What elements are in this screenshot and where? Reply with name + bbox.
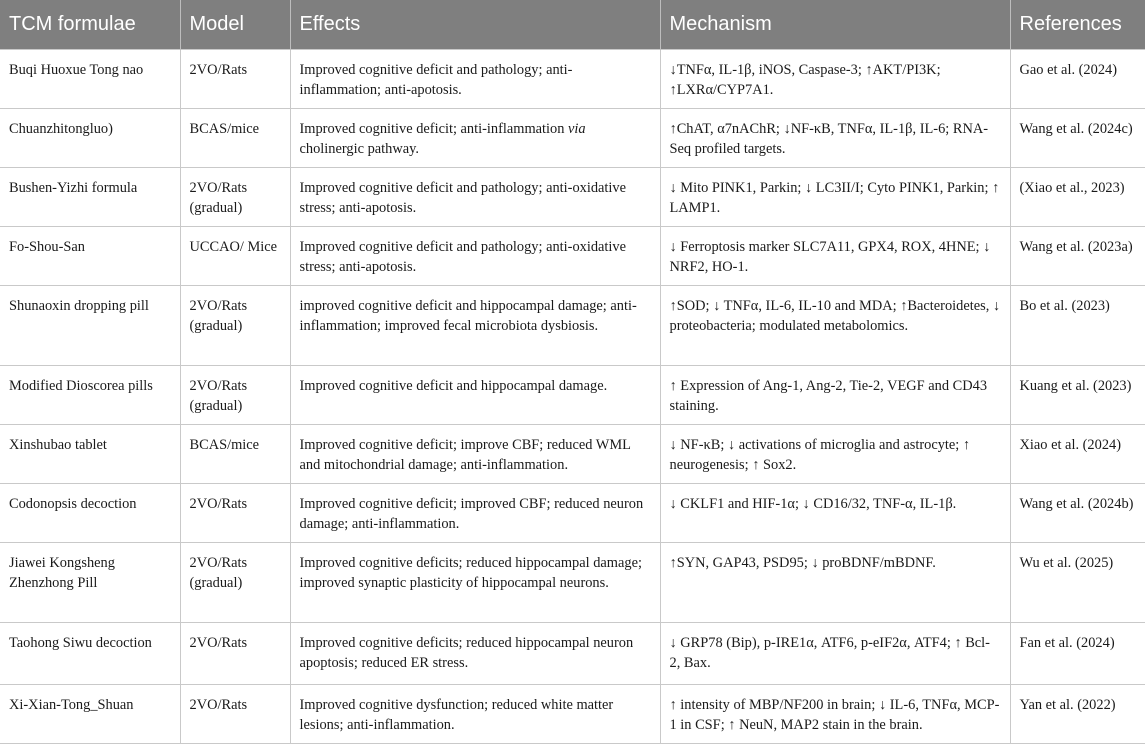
cell-model: 2VO/Rats (gradual) bbox=[180, 366, 290, 425]
cell-formula: Modified Dioscorea pills bbox=[0, 366, 180, 425]
cell-mechanism: ↑ChAT, α7nAChR; ↓NF-κB, TNFα, IL-1β, IL-6; RNA-Seq profiled targets. bbox=[660, 109, 1010, 168]
cell-reference: Xiao et al. (2024) bbox=[1010, 425, 1145, 484]
cell-effects: Improved cognitive dysfunction; reduced white matter lesions; anti-inflammation. bbox=[290, 685, 660, 744]
cell-formula: Bushen-Yizhi formula bbox=[0, 168, 180, 227]
cell-effects: Improved cognitive deficit and pathology; anti-oxidative stress; anti-apotosis. bbox=[290, 168, 660, 227]
effects-text-before: Improved cognitive deficit; anti-inflammation bbox=[299, 121, 569, 137]
cell-reference: Wu et al. (2025) bbox=[1010, 543, 1145, 623]
cell-effects: Improved cognitive deficit; improve CBF; reduced WML and mitochondrial damage; anti-inflammation. bbox=[290, 425, 660, 484]
cell-mechanism: ↑ Expression of Ang-1, Ang-2, Tie-2, VEGF and CD43 staining. bbox=[660, 366, 1010, 425]
header-effects: Effects bbox=[290, 0, 660, 50]
cell-mechanism: ↓ Mito PINK1, Parkin; ↓ LC3II/I; Cyto PINK1, Parkin; ↑ LAMP1. bbox=[660, 168, 1010, 227]
table-row bbox=[0, 425, 1145, 484]
cell-reference: Wang et al. (2023a) bbox=[1010, 227, 1145, 286]
table-row bbox=[0, 543, 1145, 623]
cell-mechanism: ↓TNFα, IL-1β, iNOS, Caspase-3; ↑AKT/PI3K; ↑LXRα/CYP7A1. bbox=[660, 50, 1010, 109]
cell-effects: Improved cognitive deficit and pathology; anti-oxidative stress; anti-apotosis. bbox=[290, 227, 660, 286]
cell-formula: Fo-Shou-San bbox=[0, 227, 180, 286]
header-mechanism: Mechanism bbox=[660, 0, 1010, 50]
cell-reference: Fan et al. (2024) bbox=[1010, 623, 1145, 685]
cell-mechanism: ↓ Ferroptosis marker SLC7A11, GPX4, ROX, 4HNE; ↓ NRF2, HO-1. bbox=[660, 227, 1010, 286]
cell-effects: improved cognitive deficit and hippocampal damage; anti-inflammation; improved fecal microbiota dysbiosis. bbox=[290, 286, 660, 366]
cell-formula: Taohong Siwu decoction bbox=[0, 623, 180, 685]
table-row bbox=[0, 685, 1145, 744]
cell-model: 2VO/Rats (gradual) bbox=[180, 543, 290, 623]
table-row bbox=[0, 366, 1145, 425]
cell-mechanism: ↓ GRP78 (Bip), p-IRE1α, ATF6, p-eIF2α, ATF4; ↑ Bcl-2, Bax. bbox=[660, 623, 1010, 685]
cell-model: BCAS/mice bbox=[180, 109, 290, 168]
cell-formula: Shunaoxin dropping pill bbox=[0, 286, 180, 366]
cell-formula: Chuanzhitongluo) bbox=[0, 109, 180, 168]
cell-reference: Kuang et al. (2023) bbox=[1010, 366, 1145, 425]
table-row bbox=[0, 623, 1145, 685]
cell-mechanism: ↓ NF-κB; ↓ activations of microglia and astrocyte; ↑ neurogenesis; ↑ Sox2. bbox=[660, 425, 1010, 484]
table-row bbox=[0, 286, 1145, 366]
cell-formula: Codonopsis decoction bbox=[0, 484, 180, 543]
cell-model: 2VO/Rats (gradual) bbox=[180, 168, 290, 227]
cell-model: 2VO/Rats bbox=[180, 623, 290, 685]
cell-effects bbox=[290, 109, 660, 168]
cell-formula: Xinshubao tablet bbox=[0, 425, 180, 484]
table-row bbox=[0, 168, 1145, 227]
cell-effects: Improved cognitive deficits; reduced hippocampal neuron apoptosis; reduced ER stress. bbox=[290, 623, 660, 685]
table-row bbox=[0, 227, 1145, 286]
cell-model: UCCAO/ Mice bbox=[180, 227, 290, 286]
effects-text-italic: via bbox=[568, 121, 586, 137]
table-row bbox=[0, 109, 1145, 168]
cell-mechanism: ↓ CKLF1 and HIF-1α; ↓ CD16/32, TNF-α, IL-1β. bbox=[660, 484, 1010, 543]
cell-mechanism: ↑SOD; ↓ TNFα, IL-6, IL-10 and MDA; ↑Bacteroidetes, ↓ proteobacteria; modulated metabolomics. bbox=[660, 286, 1010, 366]
cell-model: 2VO/Rats (gradual) bbox=[180, 286, 290, 366]
cell-reference: (Xiao et al., 2023) bbox=[1010, 168, 1145, 227]
cell-formula: Buqi Huoxue Tong nao bbox=[0, 50, 180, 109]
cell-effects: Improved cognitive deficit; improved CBF; reduced neuron damage; anti-inflammation. bbox=[290, 484, 660, 543]
cell-model: BCAS/mice bbox=[180, 425, 290, 484]
cell-reference: Bo et al. (2023) bbox=[1010, 286, 1145, 366]
table-row bbox=[0, 50, 1145, 109]
cell-reference: Wang et al. (2024b) bbox=[1010, 484, 1145, 543]
cell-model: 2VO/Rats bbox=[180, 484, 290, 543]
cell-model: 2VO/Rats bbox=[180, 685, 290, 744]
header-model: Model bbox=[180, 0, 290, 50]
table-header-row bbox=[0, 0, 1145, 50]
cell-mechanism: ↑SYN, GAP43, PSD95; ↓ proBDNF/mBDNF. bbox=[660, 543, 1010, 623]
header-references: References bbox=[1010, 0, 1145, 50]
cell-effects: Improved cognitive deficit and hippocampal damage. bbox=[290, 366, 660, 425]
cell-reference: Wang et al. (2024c) bbox=[1010, 109, 1145, 168]
header-formula: TCM formulae bbox=[0, 0, 180, 50]
cell-effects: Improved cognitive deficit and pathology; anti-inflammation; anti-apotosis. bbox=[290, 50, 660, 109]
cell-formula: Xi-Xian-Tong_Shuan bbox=[0, 685, 180, 744]
cell-reference: Gao et al. (2024) bbox=[1010, 50, 1145, 109]
cell-model: 2VO/Rats bbox=[180, 50, 290, 109]
effects-text-after: cholinergic pathway. bbox=[299, 141, 419, 157]
cell-formula: Jiawei Kongsheng Zhenzhong Pill bbox=[0, 543, 180, 623]
cell-effects: Improved cognitive deficits; reduced hippocampal damage; improved synaptic plasticity of hippocampal neurons. bbox=[290, 543, 660, 623]
cell-mechanism: ↑ intensity of MBP/NF200 in brain; ↓ IL-6, TNFα, MCP-1 in CSF; ↑ NeuN, MAP2 stain in the brain. bbox=[660, 685, 1010, 744]
table-row bbox=[0, 484, 1145, 543]
cell-reference: Yan et al. (2022) bbox=[1010, 685, 1145, 744]
